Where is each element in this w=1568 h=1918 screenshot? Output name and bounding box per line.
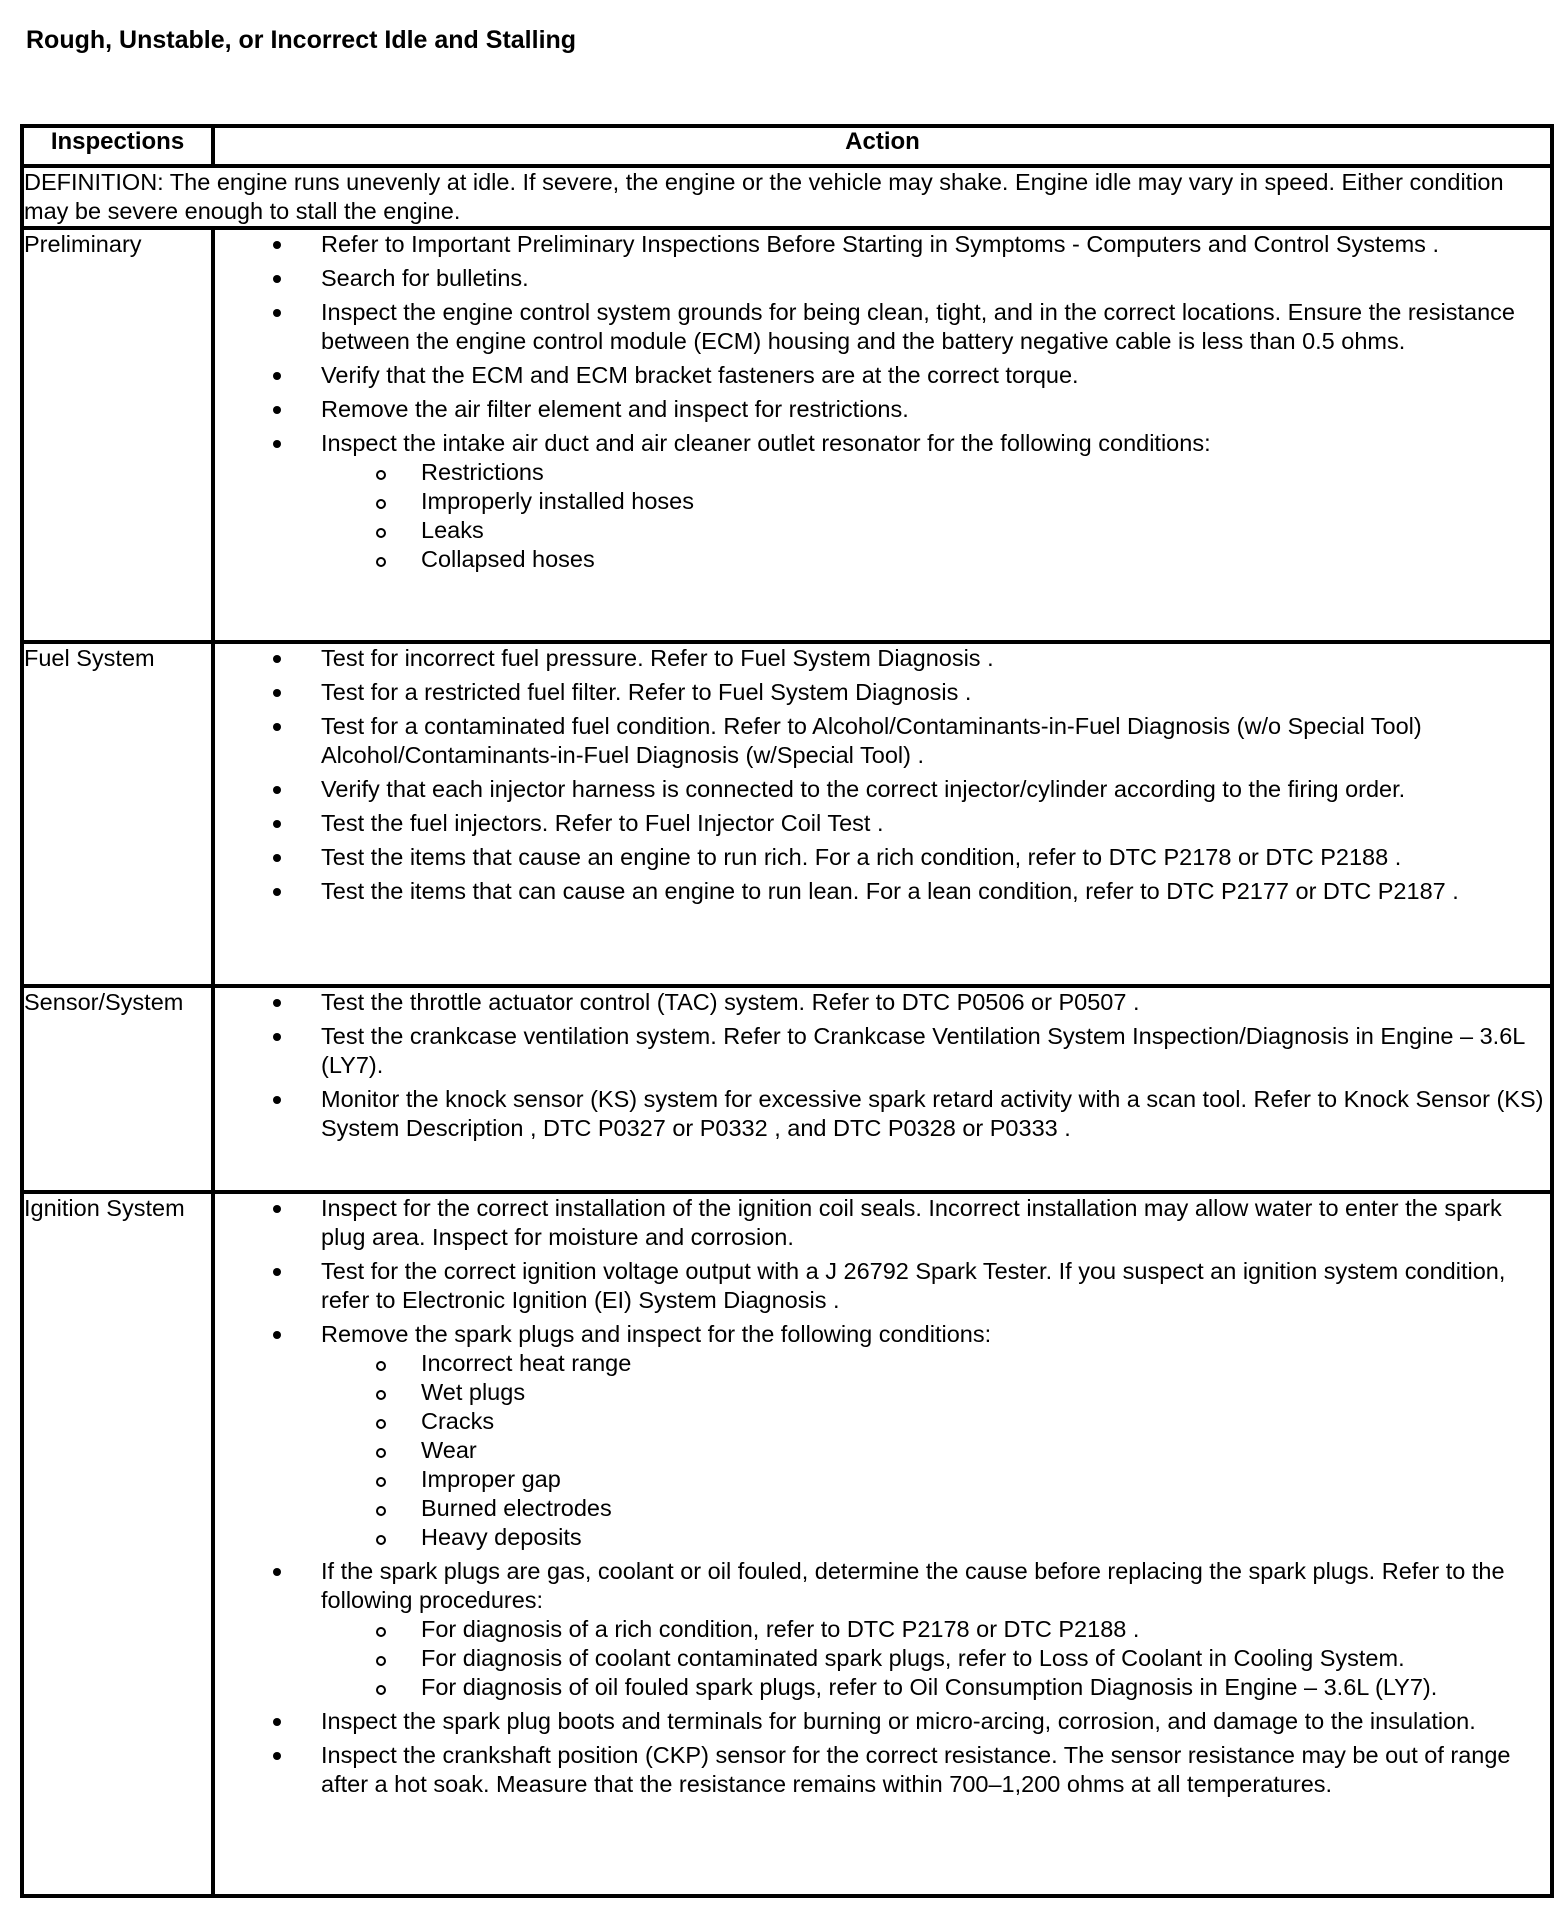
category-label: Fuel System	[22, 642, 213, 986]
sub-list-item: Incorrect heat range	[421, 1349, 1550, 1378]
list-item: Test the items that cause an engine to run rich. For a rich condition, refer to DTC P2178 or DTC P2188 .	[321, 843, 1550, 872]
sub-list-item: Improperly installed hoses	[421, 487, 1550, 516]
action-cell	[213, 986, 1552, 1192]
list-item: Test the throttle actuator control (TAC) system. Refer to DTC P0506 or P0507 .	[321, 988, 1550, 1017]
sub-list	[321, 1615, 1550, 1702]
list-item: Test for the correct ignition voltage output with a J 26792 Spark Tester. If you suspect an ignition system condition, refer to Electronic Ignition (EI) System Diagnosis .	[321, 1257, 1550, 1315]
sub-list-item: For diagnosis of coolant contaminated spark plugs, refer to Loss of Coolant in Cooling System.	[421, 1644, 1550, 1673]
sub-list-item: Collapsed hoses	[421, 545, 1550, 574]
action-cell	[213, 228, 1552, 642]
list-item: Test the crankcase ventilation system. Refer to Crankcase Ventilation System Inspection/Diagnosis in Engine – 3.6L (LY7).	[321, 1022, 1550, 1080]
definition-row	[22, 166, 1552, 228]
category-label: Sensor/System	[22, 986, 213, 1192]
category-label: Ignition System	[22, 1192, 213, 1896]
list-item: Monitor the knock sensor (KS) system for excessive spark retard activity with a scan tool. Refer to Knock Sensor (KS) System Description , DTC P0327 or P0332 , and DTC P0328 or P0333 .	[321, 1085, 1550, 1143]
list-item	[321, 1320, 1550, 1552]
sub-list-item: Leaks	[421, 516, 1550, 545]
sub-list-item: Burned electrodes	[421, 1494, 1550, 1523]
sub-list-item: Wet plugs	[421, 1378, 1550, 1407]
sub-list-item: For diagnosis of a rich condition, refer to DTC P2178 or DTC P2188 .	[421, 1615, 1550, 1644]
category-label: Preliminary	[22, 228, 213, 642]
sub-list-item: Wear	[421, 1436, 1550, 1465]
list-item: Refer to Important Preliminary Inspections Before Starting in Symptoms - Computers and Control Systems .	[321, 230, 1550, 259]
action-cell	[213, 1192, 1552, 1896]
action-cell	[213, 642, 1552, 986]
list-item: Test the items that can cause an engine to run lean. For a lean condition, refer to DTC P2177 or DTC P2187 .	[321, 877, 1550, 906]
header-action: Action	[213, 126, 1552, 166]
table-row-fuel-system	[22, 642, 1552, 986]
list-item: Inspect the crankshaft position (CKP) sensor for the correct resistance. The sensor resistance may be out of range after a hot soak. Measure that the resistance remains within 700–1,200 ohms at all temperatures.	[321, 1741, 1550, 1799]
action-list	[215, 230, 1550, 574]
table-header-row	[22, 126, 1552, 166]
action-list	[215, 644, 1550, 906]
list-item: Inspect for the correct installation of the ignition coil seals. Incorrect installation may allow water to enter the spark plug area. Inspect for moisture and corrosion.	[321, 1194, 1550, 1252]
list-item: Verify that the ECM and ECM bracket fasteners are at the correct torque.	[321, 361, 1550, 390]
header-inspections: Inspections	[22, 126, 213, 166]
list-item: Verify that each injector harness is connected to the correct injector/cylinder according to the firing order.	[321, 775, 1550, 804]
sub-list-item: For diagnosis of oil fouled spark plugs, refer to Oil Consumption Diagnosis in Engine – 3.6L (LY7).	[421, 1673, 1550, 1702]
list-item: Remove the air filter element and inspect for restrictions.	[321, 395, 1550, 424]
list-item	[321, 429, 1550, 574]
sub-list	[321, 1349, 1550, 1552]
sub-list-item: Heavy deposits	[421, 1523, 1550, 1552]
diagnostic-table	[20, 124, 1554, 1898]
sub-list-item: Improper gap	[421, 1465, 1550, 1494]
list-item: Inspect the engine control system grounds for being clean, tight, and in the correct locations. Ensure the resistance between the engine control module (ECM) housing and the battery negative cable is less than 0.5 ohms.	[321, 298, 1550, 356]
action-list	[215, 1194, 1550, 1799]
list-item	[321, 1557, 1550, 1702]
list-item: Inspect the spark plug boots and terminals for burning or micro-arcing, corrosion, and damage to the insulation.	[321, 1707, 1550, 1736]
action-list	[215, 988, 1550, 1143]
list-item: Test the fuel injectors. Refer to Fuel Injector Coil Test .	[321, 809, 1550, 838]
table-row-ignition-system	[22, 1192, 1552, 1896]
list-item: Test for a contaminated fuel condition. Refer to Alcohol/Contaminants-in-Fuel Diagnosis (w/o Special Tool) Alcohol/Contaminants-in-Fuel Diagnosis (w/Special Tool) .	[321, 712, 1550, 770]
list-item: Test for incorrect fuel pressure. Refer to Fuel System Diagnosis .	[321, 644, 1550, 673]
table-row-sensor-system	[22, 986, 1552, 1192]
table-row-preliminary	[22, 228, 1552, 642]
sub-list-item: Cracks	[421, 1407, 1550, 1436]
definition-text: DEFINITION: The engine runs unevenly at idle. If severe, the engine or the vehicle may shake. Engine idle may vary in speed. Either condition may be severe enough to stall the engine.	[22, 166, 1552, 228]
list-item: Search for bulletins.	[321, 264, 1550, 293]
list-item: Test for a restricted fuel filter. Refer to Fuel System Diagnosis .	[321, 678, 1550, 707]
list-item-text: Remove the spark plugs and inspect for the following conditions:	[321, 1321, 992, 1347]
sub-list-item: Restrictions	[421, 458, 1550, 487]
list-item-text: Inspect the intake air duct and air cleaner outlet resonator for the following conditions:	[321, 430, 1211, 456]
sub-list	[321, 458, 1550, 574]
list-item-text: If the spark plugs are gas, coolant or oil fouled, determine the cause before replacing the spark plugs. Refer to the following procedures:	[321, 1558, 1505, 1613]
page-title: Rough, Unstable, or Incorrect Idle and Stalling	[26, 26, 577, 54]
